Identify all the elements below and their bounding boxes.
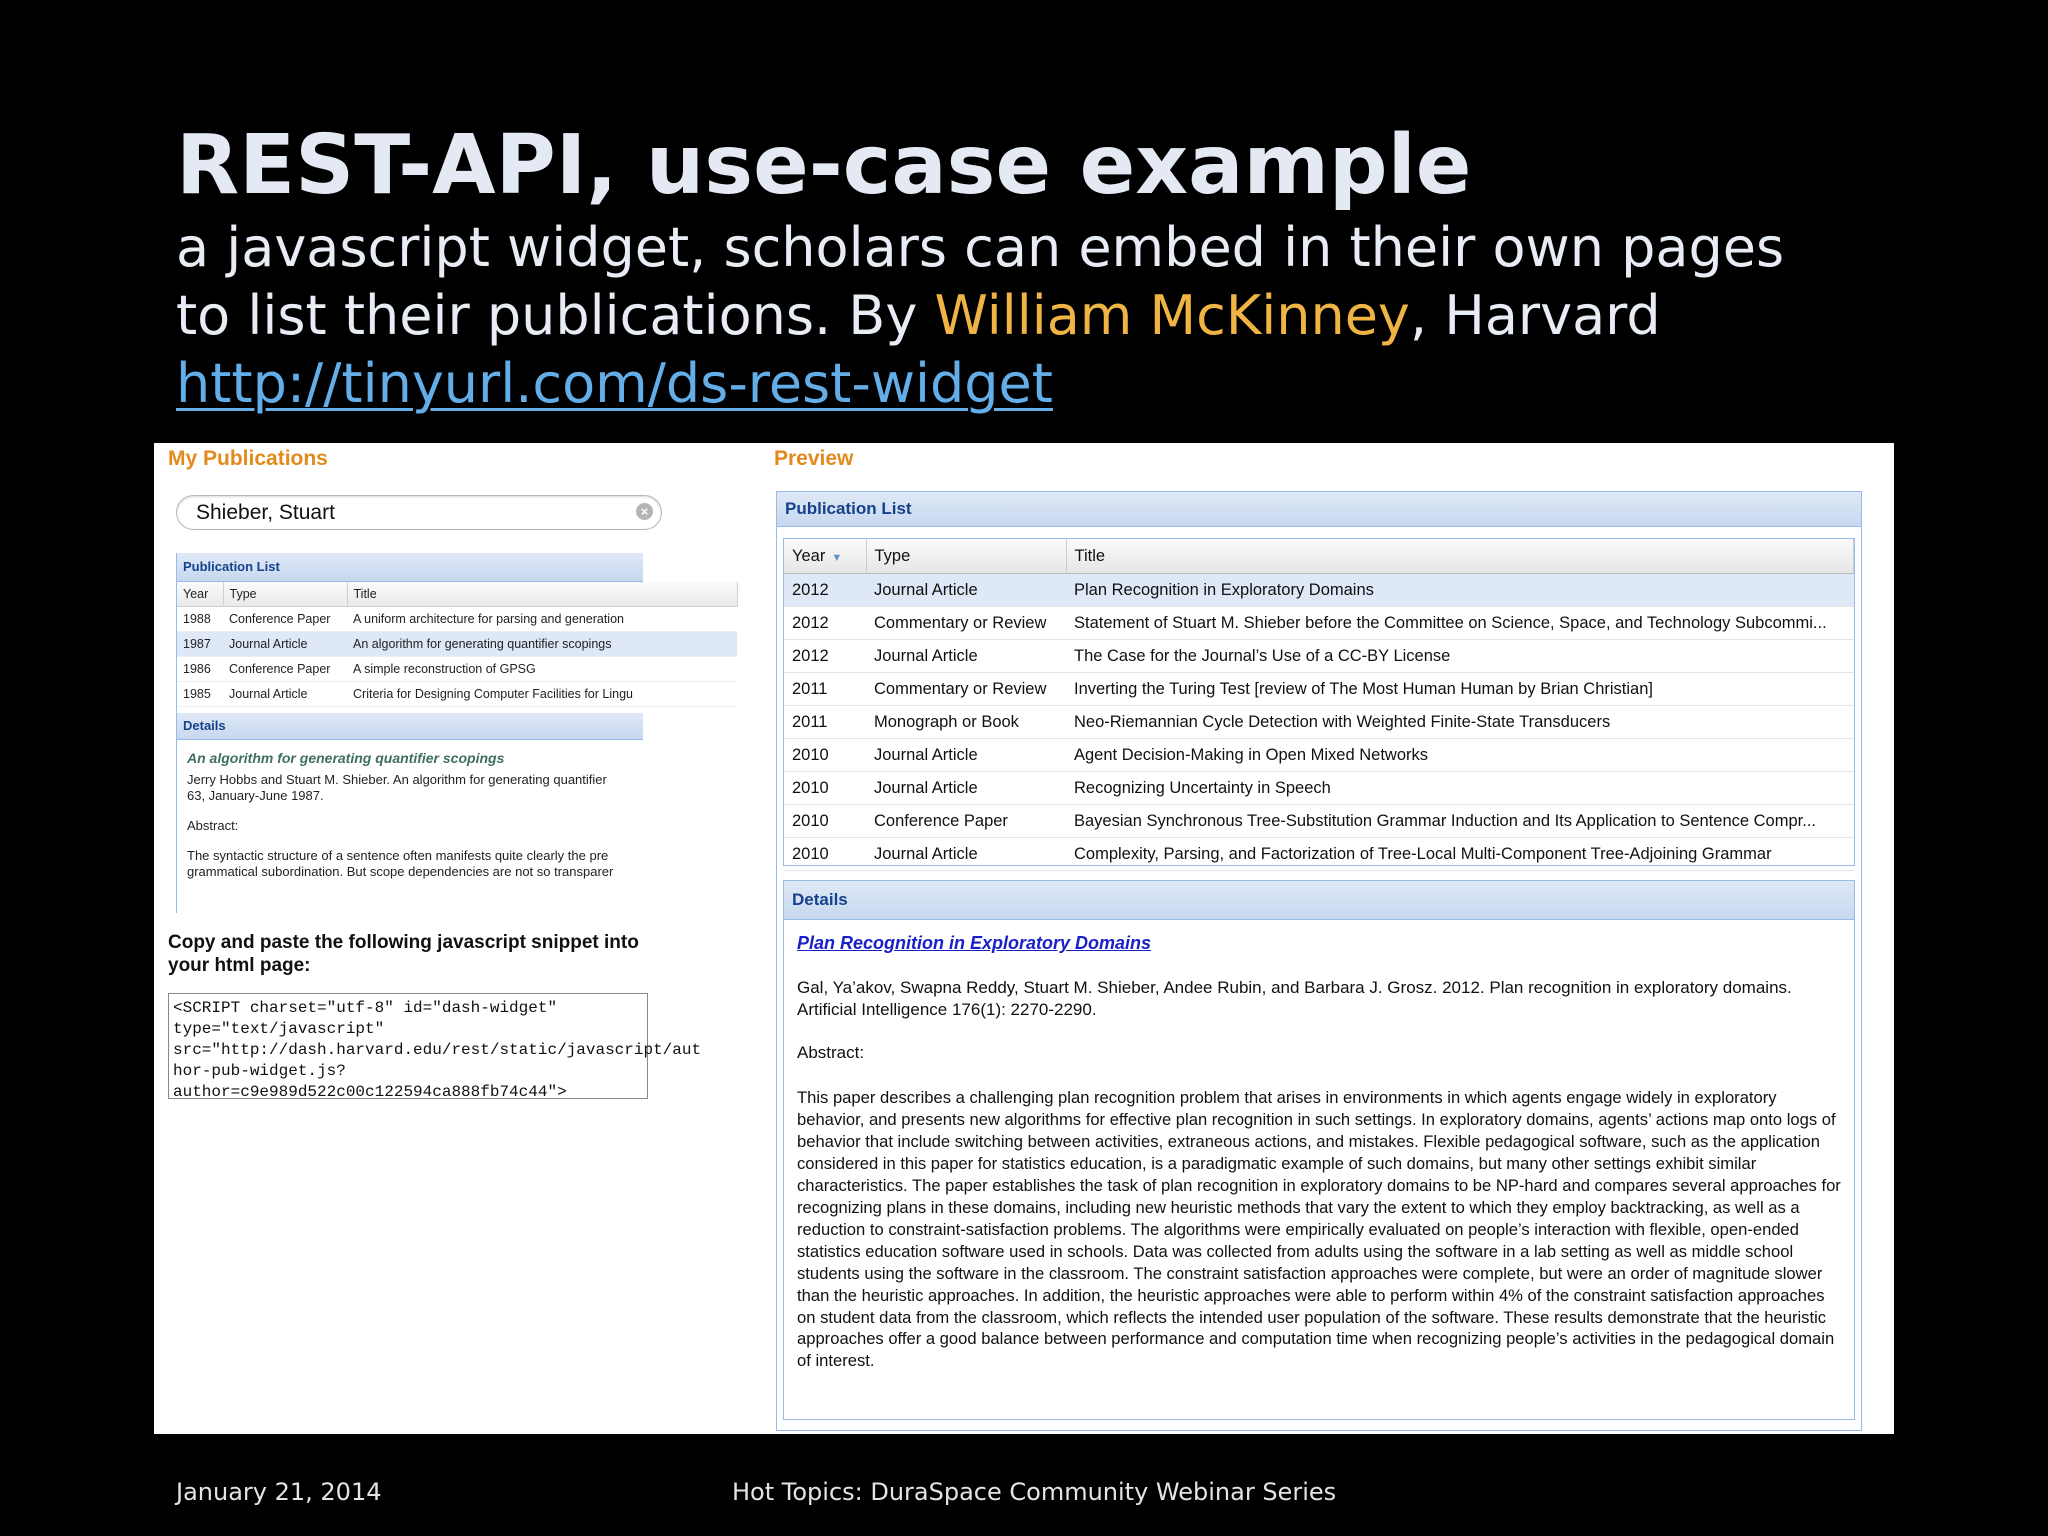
mini-col-year[interactable]: Year [177,582,223,607]
subtitle-line-2 [176,282,1784,350]
type-cell: Journal Article [866,838,1066,871]
mini-type-cell: Conference Paper [223,657,347,682]
year-cell: 2010 [784,772,866,805]
title-cell: Plan Recognition in Exploratory Domains [1066,574,1854,607]
preview-publication-table [784,539,1854,871]
type-cell: Journal Article [866,772,1066,805]
type-cell: Conference Paper [866,805,1066,838]
table-row[interactable] [784,607,1854,640]
mini-detail-heading[interactable]: An algorithm for generating quantifier scopings [187,750,505,766]
mini-year-cell: 1985 [177,682,223,707]
title-cell: Agent Decision-Making in Open Mixed Networks [1066,739,1854,772]
title-cell: Complexity, Parsing, and Factorization of Tree-Local Multi-Component Tree-Adjoining Grammar [1066,838,1854,871]
year-cell: 2012 [784,607,866,640]
type-cell: Commentary or Review [866,673,1066,706]
year-cell: 2010 [784,838,866,871]
clear-icon[interactable]: × [636,503,653,520]
title-cell: The Case for the Journal’s Use of a CC-BY License [1066,640,1854,673]
year-cell: 2011 [784,706,866,739]
preview-list-title: Publication List [777,492,1861,527]
col-year-label: Year [792,546,826,565]
mini-title-cell: An algorithm for generating quantifier scopings [347,632,737,657]
snippet-instructions: Copy and paste the following javascript snippet into your html page: [168,932,639,976]
details-title: Details [784,881,1854,920]
mini-year-cell: 1986 [177,657,223,682]
mini-abstract: The syntactic structure of a sentence often manifests quite clearly the pre grammatical subordination. But scope dependencies are not so transparer [187,848,614,879]
footer-date: January 21, 2014 [176,1478,382,1506]
mini-abstract-label: Abstract: [187,818,239,833]
mini-publication-panel [176,553,643,913]
footer-series: Hot Topics: DuraSpace Community Webinar Series [732,1478,1337,1506]
mini-col-type[interactable]: Type [223,582,347,607]
col-year[interactable] [784,539,866,574]
mini-table-row[interactable] [177,632,737,657]
mini-table-row[interactable] [177,607,737,632]
mini-year-cell: 1988 [177,607,223,632]
mini-year-cell: 1987 [177,632,223,657]
type-cell: Journal Article [866,640,1066,673]
table-row[interactable] [784,673,1854,706]
detail-citation: Gal, Ya’akov, Swapna Reddy, Stuart M. Shieber, Andee Rubin, and Barbara J. Grosz. 2012. Plan recognition in exploratory domains. Artificial Intelligence 176(1): 2270-2290. [797,978,1792,1019]
search-value: Shieber, Stuart [196,501,335,524]
table-row[interactable] [784,706,1854,739]
type-cell: Journal Article [866,739,1066,772]
mini-publication-table [177,582,738,707]
mini-title-cell: Criteria for Designing Computer Facilities for Lingu [347,682,737,707]
title-cell: Statement of Stuart M. Shieber before the Committee on Science, Space, and Technology Subcommi... [1066,607,1854,640]
mini-detail-citation: Jerry Hobbs and Stuart M. Shieber. An algorithm for generating quantifier 63, January-June 1987. [187,772,607,803]
mini-details-title: Details [177,713,643,740]
mini-table-row[interactable] [177,657,737,682]
table-row[interactable] [784,574,1854,607]
subtitle-line-2-prefix: to list their publications. By [176,284,935,347]
mini-col-title[interactable]: Title [347,582,737,607]
title-cell: Neo-Riemannian Cycle Detection with Weighted Finite-State Transducers [1066,706,1854,739]
mini-list-title: Publication List [177,553,643,582]
table-row[interactable] [784,739,1854,772]
title-cell: Recognizing Uncertainty in Speech [1066,772,1854,805]
widget-link[interactable]: http://tinyurl.com/ds-rest-widget [176,352,1053,415]
abstract-text: This paper describes a challenging plan recognition problem that arises in environments in which agents engage widely in exploratory behavior, and presents new algorithms for effective plan recognition in such settings. In exploratory domains, agents’ actions map onto logs of behavior that include switching between activities, extraneous actions, and mistakes. Flexible pedagogical software, such as the application considered in this paper for statistics education, is a paradigmatic example of such domains, but many other settings exhibit similar characteristics. The paper establishes the task of plan recognition in exploratory domains to be NP-hard and compares several approaches for recognizing plans in these domains, including new heuristic methods that vary the extent to which they employ backtracking, as well as a reduction to constraint-satisfaction problems. The algorithms were empirically evaluated on people’s interaction with flexible, open-ended statistics education software used in schools. Data was collected from adults using the software in a lab setting as well as middle school students using the software in the classroom. The constraint satisfaction approaches were complete, but were an order of magnitude slower than the heuristic approaches. In addition, the heuristic approaches were able to perform within 4% of the constraint satisfaction approaches on student data from the classroom, which reflects the intended user population of the software. These results demonstrate that the heuristic approaches offer a good balance between performance and computation time when recognizing people’s activities in the pedagogical domain of interest. [797,1088,1841,1371]
title-cell: Inverting the Turing Test [review of The Most Human Human by Brian Christian] [1066,673,1854,706]
author-name: William McKinney [934,284,1410,347]
mini-title-cell: A uniform architecture for parsing and generation [347,607,737,632]
mini-type-cell: Journal Article [223,632,347,657]
widget-screenshot [154,443,1894,1434]
table-row[interactable] [784,640,1854,673]
col-title[interactable]: Title [1066,539,1854,574]
mini-table-row[interactable] [177,682,737,707]
abstract-label: Abstract: [797,1043,865,1062]
table-row[interactable] [784,772,1854,805]
year-cell: 2012 [784,640,866,673]
author-search-input[interactable] [176,495,662,530]
slide-title: REST-API, use-case example [176,118,1472,213]
table-row[interactable] [784,805,1854,838]
detail-heading-link[interactable]: Plan Recognition in Exploratory Domains [797,933,1152,953]
preview-panel [776,491,1862,1431]
my-publications-heading: My Publications [168,447,328,470]
col-type[interactable]: Type [866,539,1066,574]
table-row[interactable] [784,838,1854,871]
preview-details [783,880,1855,1420]
sort-desc-icon: ▼ [831,551,843,564]
title-cell: Bayesian Synchronous Tree-Substitution Grammar Induction and Its Application to Sentence Compr... [1066,805,1854,838]
year-cell: 2010 [784,739,866,772]
year-cell: 2011 [784,673,866,706]
year-cell: 2010 [784,805,866,838]
type-cell: Commentary or Review [866,607,1066,640]
slide-subtitle [176,214,1784,418]
subtitle-line-2-suffix: , Harvard [1409,284,1661,347]
mini-type-cell: Conference Paper [223,607,347,632]
preview-heading: Preview [774,447,854,470]
mini-type-cell: Journal Article [223,682,347,707]
year-cell: 2012 [784,574,866,607]
subtitle-line-1: a javascript widget, scholars can embed in their own pages [176,216,1785,279]
snippet-textarea[interactable]: <SCRIPT charset="utf-8" id="dash-widget" type="text/javascript" src="http://dash.harvard.edu/rest/static/javascript/aut hor-pub-widget.js? author=c9e989d522c00c122594ca888fb74c44"> [168,993,648,1099]
type-cell: Monograph or Book [866,706,1066,739]
type-cell: Journal Article [866,574,1066,607]
mini-title-cell: A simple reconstruction of GPSG [347,657,737,682]
preview-grid [783,538,1855,866]
